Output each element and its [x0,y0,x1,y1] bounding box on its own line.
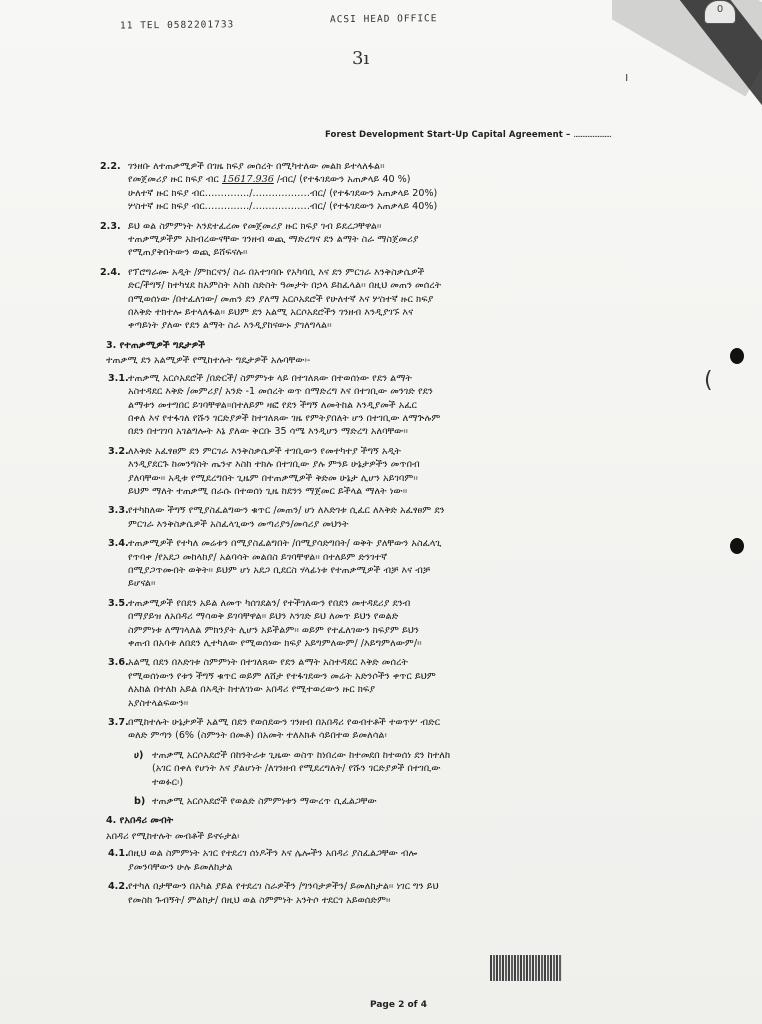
clause-number: b) [134,796,146,808]
clause-line: ያመንባቸውን ሁሉ ይመለከታል [128,861,233,873]
clause-line: በዚህ ወል ስምምነት አገር የተደረገ ሰነዶችን እና ሌሎችን አበዳሪ ያስፈልጋቸው ብሎ [128,848,418,860]
clause-line: የሚወሰነውን የቱን ችግኝ ቁጥር ወይም ለሸታ የተፋገደውን መሬት አድንሶችን ቀጥር ይህም [128,670,436,682]
section-4-heading [106,814,648,827]
clause-number: 3.5. [108,597,129,609]
clause-line: የተካለ በታቸውን በአካል ያይል የተደረገ ስራዎችን /ግንባታዎችን/ ይመለከታል፡፡ ነገር ግን ይህ [128,881,439,893]
clause-line: ለእቅድ አፈፃፀም ደን ምርገራ እንቅስቃሴዎች ተገቢውን የመተካተያ ችግኝ አዲት [128,445,401,457]
document-title-text: Forest Development Start-Up Capital Agreement – [325,130,571,140]
clause-number: 4.2. [108,881,129,893]
handwritten-amount: 15617.936 [221,174,274,186]
clause-line: ተጠቃሚዎችም አክብረውናቸው ገንዘብ ወጪ ማድረግና ደን ልማት ስራ ማስጀመሪያ [128,234,419,246]
clause-line: በማያይዝ ለአበዳሪ ማሳወቅ ይገባቸዋል፡፡ ይህን እንገድ ይህ ለመጥ ይህን የወልድ [128,611,399,623]
clause-number: 4.1. [108,848,129,860]
clause-line: ወለድ ምጣን (6% (ስምንት በመቶ) በአመት ተለእክቶ ሳይበተወ ይመለሳል፡ [128,730,387,742]
fax-tel: 11 TEL 0582201733 [119,19,235,32]
clause-3-5 [108,597,648,651]
stamp-mark [490,955,562,981]
clause-line: ተጠቃሚ አርሶአደሮች የወልድ ስምምነቱን ማውረጥ ሲፈልጋቸው [152,796,377,808]
section-number: 4. [106,815,117,827]
punch-hole [730,538,744,554]
clause-line: አስተዳደር እቅድ /መምሪያ/ አንድ -1 መሰረት ወጥ በማድረግ እና በተገቢው መንገድ የደን [128,386,433,398]
clause-line: ድር/ችግኝ/ ከተካሄደ ከአምስት እስከ ስድስት ዓመታት በኃላ ይከፈላል፡፡ በዚህ መጠን መሰረት [128,280,442,292]
clause-4-1 [108,847,648,874]
clause-2-4 [100,266,648,333]
clause-line: ይህ ወል ስምምነት እንደተፈረመ የመጀመሪያ ዙር ክፍያ ገብ ይደረጋቸዋል፡፡ [128,220,382,232]
clause-line: የጥባቀ /የአደጋ መከላከያ/ አልባሳት መልበስ ይገባቸዋል፡፡ በተለይም ድንገተኛ [128,551,388,563]
clause-line: ተወፉር፡) [152,776,184,788]
clause-number: 2.4. [100,266,121,278]
clause-line: ሦስተኛ ዙር ክፍያ ብር…………../………………ብር/ (የተፋገደውን አጠቃላይ 40%) [128,201,438,213]
handwritten-tick: ı [625,70,629,84]
clause-2-3 [100,220,648,260]
clause-line: ገንዘቡ ለተጠቃሚዎች በገዜ ክፍያ መሰረት በሚካተለው መልክ ይተላለፋል። [128,161,385,172]
clause-3-7-b [134,795,648,808]
document-title-dots: ...................... [573,130,611,140]
clause-line: እንዲያደርጉ ከመንግስት ጤንኖ እስከ ተክሉ በተገቢው ያሉ ምንይ ሁኔታዎችን መጥበብ [128,459,420,471]
clause-number: 2.2. [100,161,121,172]
margin-bracket-mark: ( [704,368,713,393]
clause-line: ልማቱን መተግበር ይገባቸዋል።በተለይም ዛፎ የደን ችግኝ ለመትከል እንዲያመች አፈር [128,399,417,411]
clause-line: በደን በተገገባ አገልግሎት እኔ ያለው ቅርቡ 35 ሳሜ እንዲሆን ማድረግ አለባቸው፡፡ [128,426,408,438]
fax-office: ACSI HEAD OFFICE [329,13,438,26]
clause-number: 3.4. [108,538,129,550]
clause-3-1 [108,372,648,439]
section-4-lead: አበዳሪ የሚከተሉት መብቶች ይኖሩታል፡ [106,830,240,842]
corner-fold [612,0,762,120]
clause-2-2 [100,160,648,214]
clause-line: የሚጠያቅበትውን ወጪ ይሸፍናሉ፡፡ [128,247,248,259]
clause-line: ተጠቃሚዎች የበደን አይል ለመጥ ካሰገደልን/ የተችገለውን የበደን መተዳደሪያ ደንብ [128,597,411,609]
clause-line [128,173,648,186]
clause-3-3 [108,504,648,531]
page-number: Page 2 of 4 [370,1000,427,1010]
clause-line-part: /ብር/ (የተፋገደውን አጠቃላይ 40 %) [276,174,411,186]
section-title: የአበዳሪ መብት [119,815,174,827]
clause-line: ሁለተኛ ዙር ክፍያ ብር…………../………………ብር/ (የተፋገደውን አጠቃላይ 20%) [128,187,438,199]
clause-number: 3.2. [108,445,129,457]
section-3-heading [106,339,648,352]
clause-line: የተካከለው ችግኝ የሚያስፈልግውን ቁጥር /መጠን/ ሆነ ለእድገቱ ሲፈር ለእቅድ አፈፃፀም ደን [128,505,445,517]
clause-line: ያለባቸው፡፡ አዲቱ የሚደረግበት ጊዜም በተጠቃሚዎች ቅድመ ሁኔታ ሊሆን አይገባም፡፡ [128,472,418,484]
clause-line: የፕሮግራሙ አዲት /ምክርናን/ ስራ በአተገባቡ የአካባቢ እና ደን ምርገራ እንቅስቃሴዎች [128,266,425,278]
paper-clip-icon: 0 [704,0,736,24]
section-title: የተጠቃሚዎች ግዴታዎች [119,339,206,351]
clause-line: በሚወሰነው /በተፈለገው/ መጠን ደን ያለማ አርሶአደሮች የሁለተኛ እና ሦስተኛ ዙር ክፍያ [128,293,434,305]
clause-line: ተጠቃሚ አርሶአደሮች /በድርች/ ስምምነቱ ላይ በተገለጸው በተወሰነው የደን ልማት [128,372,412,384]
clause-line: (አገር በቀለ የሆነት እና ያልሆነት /ለገንዘብ የሚደረግለት/ የሹን ገርድያዎች በተገቢው [152,763,441,775]
clause-number: ሀ) [134,749,144,761]
handwritten-mark: 3ı [352,48,370,69]
clause-line: ተጠቃሚ አርሶአደሮች በከንትራቱ ጊዜው ወስጥ ከነበረው ከተመደበ ከተወሰነ ደን ከተለከ [152,749,451,761]
clause-4-2 [108,880,648,907]
clause-line: ቀጣይነት ያለው የደን ልማት ስራ እንዲያከናውኑ ያገለግላል፡፡ [128,320,332,332]
clause-line: በእቅድ ተክተሎ ይተላለፋል፡፡ ይህም ደን አልሚ አርሶአደሮችን ገንዘብ እንዲያገኙ እና [128,307,414,319]
clause-3-7 [108,716,648,743]
clause-number: 2.3. [100,220,121,232]
clause-line: የመስከ ጉብኝት/ ምልከታ/ በዚህ ወል ስምምነት አንትሶ ተደርጎ አይወሰድም፡፡ [128,894,391,906]
clause-line: ምርገራ እንቅስቃሴዎች አስፈላጊውን መጣሪያን/መሳሪያ መህንት [128,518,349,530]
clause-line-part: የመጀመሪያ ዙር ክፍያ ብር [128,174,219,186]
clause-3-7-a [134,749,648,789]
fax-header [120,12,590,35]
punch-hole [730,348,744,364]
clause-number: 3.6. [108,657,129,669]
clause-line: በሚያጋጥሙበት ወቅት፡፡ ይህም ሆነ አደጋ ቢደርስ ሃላፊነቱ የተጠቃሚዎች ብቻ እና ብቻ [128,564,431,576]
clause-line: በሚከተሉት ሁኔታዎች አልሚ በደን የወሰደውን ገንዘብ በአበዳሪ የወብተቶች ተወጥሦ ብድር [128,717,441,729]
clause-line: አያስተላልፍውን፡፡ [128,697,189,709]
clause-number: 3.7. [108,717,129,729]
clause-line: በቀለ እና የተፋገለ የሹን ገርድያዎች ከተገለጸው ገዜ የምትያበለት ሆን በተገቢው ለማጕሉም [128,412,441,424]
clause-line: አልሚ በደን በእድገቱ ስምምነት በተገለጸው የደን ልማት አስተዳደር እቅድ መሰረት [128,657,408,669]
section-number: 3. [106,339,117,351]
clause-line: ለአከል በተለከ አይል በእዲት ከተለገነው አበዳሪ የሚተወረውን ዙር ክፍያ [128,684,376,696]
clause-3-4 [108,537,648,591]
clause-line: ተጠቃሚዎች የተካለ መሬቱን በሚያስፈልግበት /በሚያሳድግበት/ ወቅት ያለቸውን አስፈላጊ [128,538,442,550]
clause-line: ስምምነቱ ለማገላለል ምክንያት ሊሆን አይችልም፡፡ ወይም የተፈለገውን ክፍያም ይህን [128,624,419,636]
clause-3-6 [108,656,648,710]
document-body [100,160,648,913]
clause-line: ቀጠብ በአባቱ ለበደን ሊተካለው የሚወሰነው ክፍያ አይግምለውም/ /እይግምለውም/፡፡ [128,638,422,649]
clause-number: 3.1. [108,372,129,384]
clause-line: ይሆናል፡፡ [128,578,156,590]
clause-3-2 [108,445,648,499]
document-title [325,130,611,140]
clause-number: 3.3. [108,505,129,517]
section-3-lead: ተጠቃሚ ደን አልሚዎች የሚከተሉት ግዴታዎች አሉባቸው፡- [106,355,311,367]
clause-line: ይህም ማለት ተጠቃሚ በራሱ በተወሰነ ጊዜ ከደንን ማጀመር ይችላል ማለት ነው፡፡ [128,485,408,497]
